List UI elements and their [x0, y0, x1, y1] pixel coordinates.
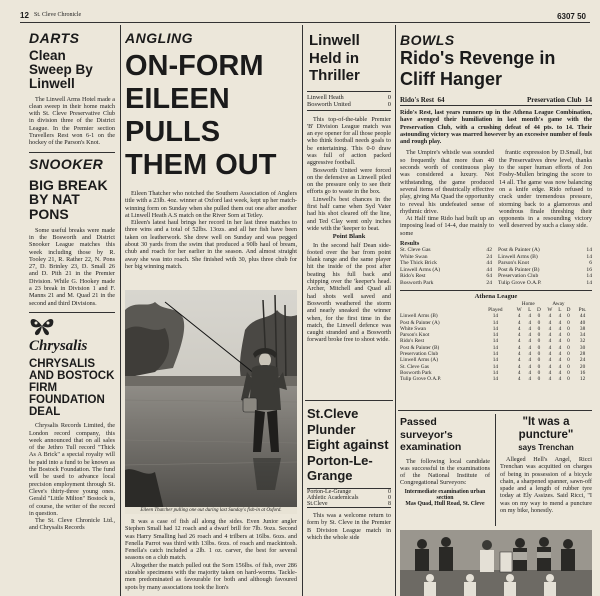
column-rule	[302, 25, 303, 596]
league-cell: 0	[567, 313, 570, 320]
league-team: St. Cleve Gas	[400, 363, 429, 370]
league-cell: 4	[528, 369, 532, 376]
stcleve-body	[307, 512, 391, 541]
league-team: Post & Painter (B)	[400, 344, 440, 351]
results-home-team: White Swan	[400, 253, 428, 260]
league-cell: 34	[579, 332, 586, 339]
football-photo	[400, 530, 592, 596]
top-rule	[20, 22, 590, 23]
puncture-body	[500, 456, 592, 514]
league-team: Post & Painter (A)	[400, 319, 440, 326]
league-cell: 4	[517, 332, 521, 339]
results-home-team: Rido's Rest	[400, 273, 426, 280]
linwell-paragraph: Linwell's best chances in the first half came when Syd Vater had his shot cleared off the line, and Ted Clay went only inches wide with the 'keeper to beat.	[307, 195, 391, 232]
league-cell: 14	[492, 363, 498, 370]
puncture-paragraph: Alleged Hell's Angel, Ricci Trenchan was acquitted on charges of being in possession of a bicycle chain, a sharpened spanner, sawn-off spade and a length of rubber tyre today at Ely Assizes. Said Ricci, "I was on my way to mend a puncture on my bike, honestly.	[500, 456, 592, 515]
league-cell: 0	[537, 344, 541, 351]
league-cell: 4	[517, 369, 521, 376]
league-cell: 4	[548, 350, 552, 357]
darts-kicker: DARTS	[29, 30, 80, 46]
chrysalis-paragraph: Chrysalis Records Limited, the London record company, this week announced that on all sales of the Jethro Tull record "Thick As A Brick" a special royalty will be paid into a fund to be known as the Bostock Foundation. The fund will be used to advance local precision employment through St. Cleve's thirty-three young ones. Gerald "Little Milton" Bostock is, of course, the writer of the record in question.	[29, 422, 115, 517]
league-cell: 0	[537, 363, 541, 370]
league-cell: 0	[567, 350, 570, 357]
snooker-kicker: SNOOKER	[29, 155, 104, 172]
results-away-team: Preservation Club	[498, 273, 539, 280]
league-cell: 4	[528, 332, 532, 339]
angling-paragraph: Eileen Thatcher who notched the Southern Association of Anglers title with a 23lb. 4oz. winner at Oxford last week, kept up her match-winning form on Sunday when she pulled them out one after another at Linwell Heath A.S match on the River Sorn at Tetley.	[125, 190, 297, 219]
league-cell: 0	[567, 369, 570, 376]
league-cell: 4	[558, 344, 562, 351]
score-right	[527, 96, 592, 104]
results-away-team: Post & Painter (A)	[498, 247, 540, 254]
league-cell: 14	[492, 376, 498, 383]
darts-body	[29, 96, 115, 147]
league-cell: 4	[558, 369, 562, 376]
stcleve-headline: St.Cleve Plunder Eight against Porton-Le-Grange	[307, 406, 389, 484]
bowls-score-line	[400, 96, 592, 106]
results-home-score: 42	[486, 247, 492, 254]
league-cell: 4	[528, 344, 532, 351]
results-home-score: 64	[486, 273, 492, 280]
results-away-score: 14	[586, 253, 592, 260]
linwell-subhead: Point Blank	[332, 233, 366, 241]
stcleve-column	[307, 406, 391, 596]
score-value: 0	[388, 488, 391, 495]
league-row	[400, 376, 592, 382]
bowls-headline: Rido's Revenge in Cliff Hanger	[400, 48, 556, 89]
bowls-body-left	[400, 149, 494, 237]
league-cell: 4	[517, 325, 521, 332]
chrysalis-logo	[29, 316, 115, 336]
surveyor-paragraph: The following local candidate was successful in the examinations of the National Institute of Congregational Surveyors:	[400, 457, 490, 487]
results-away-team: Tulip Grove O.A.P.	[498, 280, 542, 287]
angling-kicker: ANGLING	[125, 30, 194, 46]
bowls-head	[400, 30, 592, 48]
score-team: Linwell Heath	[307, 93, 344, 101]
league-cell: 4	[558, 376, 562, 383]
league-cell: 4	[528, 338, 532, 345]
league-title: Athena League	[400, 290, 592, 300]
league-column-header: D	[566, 306, 571, 313]
results-home-team: St. Cleve Gas	[400, 247, 431, 254]
league-team: Parson's Knot	[400, 332, 430, 339]
linwell-score-table	[307, 91, 391, 111]
league-cell: 4	[528, 363, 532, 370]
linwell-paragraph: This top-of-the-table Premier 'B' Division League match was an eye opener for all those people who think football needs goals to be entertaining. This 0-0 draw was full of action packed aggressive football.	[307, 115, 391, 167]
league-column-header: Played	[488, 306, 503, 313]
surveyor-candidate: Mas Quad, Hull Road, St. Cleve	[405, 500, 485, 507]
league-cell: 0	[537, 357, 541, 364]
results-away-team: Linwell Arms (B)	[498, 253, 538, 260]
league-cell: 4	[558, 313, 562, 320]
results-row	[400, 254, 592, 261]
section-divider	[29, 152, 115, 153]
league-team: Linwell Arms (A)	[400, 357, 438, 364]
league-cell: 4	[548, 376, 552, 383]
results-row	[400, 260, 592, 267]
results-row	[400, 247, 592, 254]
bowls-paragraph: frantic expression by D.Small, but the Preservatives drew level, thanks to the super human efforts of Jon Fosby-Mullen bringing the score to 14 all. The game was now balancing on a knife edge. Rido refused to crack under tremendous pressure, storming back to a glamorous and wondrous finale threshing their opponents in a resounding victory well deserved by such a classy side.	[499, 149, 592, 230]
league-cell: 4	[548, 332, 552, 339]
league-cell: 4	[528, 357, 532, 364]
league-cell: 0	[537, 369, 541, 376]
league-cell: 4	[517, 350, 521, 357]
results-away-score: 14	[586, 247, 592, 254]
league-cell: 14	[492, 357, 498, 364]
stcleve-score-table	[307, 488, 391, 508]
results-home-score: 44	[486, 260, 492, 267]
league-team: Tulip Grove O.A.P.	[400, 376, 442, 383]
league-cell: 0	[567, 344, 570, 351]
darts-paragraph: The Linwell Arms Hotel made a clean sweep in their home match with St. Cleve Preservative Club in division three of the District League. In the Premier section Travellers Rest won 6-1 on the hockey of the Parson's Knot.	[29, 95, 115, 147]
league-cell: 0	[537, 338, 541, 345]
league-cell: 4	[517, 376, 521, 383]
page-header	[0, 0, 600, 22]
angling-paragraph: It was a case of fish all along the sides. Even Junior angler Stephen Small had 12 roach and a dwarf brill for 7lb. 9ozs. Second was Harry Smalling had 26 roach and 4 trilbers at 16lbs. 6ozs. and Fenella Parrot was third with 13lbs. 6ozs. of roach and mackintosh. Fenella's catch included a 2lb. 1 oz. carver, the best for several seasons on a club match.	[125, 518, 297, 562]
league-cell: 24	[579, 357, 586, 364]
linwell-headline: Linwell Held in Thriller	[309, 32, 360, 84]
column-rule	[395, 25, 396, 596]
league-cell: 4	[548, 363, 552, 370]
bowls-body-right	[499, 149, 592, 229]
score-team: Bosworth United	[307, 100, 351, 108]
league-cell: 14	[492, 332, 498, 339]
league-cell: 4	[548, 338, 552, 345]
league-cell: 38	[579, 325, 586, 332]
league-cell: 4	[548, 357, 552, 364]
league-cell: 4	[548, 313, 552, 320]
column-rule	[495, 414, 496, 526]
league-cell: 4	[558, 357, 562, 364]
results-table	[400, 247, 592, 287]
league-cell: 0	[567, 325, 570, 332]
league-cell: 4	[558, 363, 562, 370]
league-cell: 4	[528, 319, 532, 326]
league-cell: 4	[517, 357, 521, 364]
league-cell: 0	[567, 363, 570, 370]
league-cell: 4	[548, 319, 552, 326]
football-team-illustration	[400, 530, 592, 596]
league-team: Linwell Arms (B)	[400, 313, 438, 320]
chrysalis-headline: CHRYSALIS AND BOSTOCK FIRM FOUNDATION DEAL	[29, 357, 115, 419]
chrysalis-paragraph: The St. Cleve Chronicle Ltd., and Chrysalis Records	[29, 517, 115, 532]
league-cell: 14	[492, 338, 498, 345]
results-away-score: 16	[586, 266, 592, 273]
score-value: 0	[387, 100, 391, 108]
score-value: 14	[585, 96, 592, 104]
results-row	[400, 273, 592, 280]
league-cell: 4	[517, 344, 521, 351]
bowls-columns	[400, 149, 592, 237]
score-team: Porton-Le-Grange	[307, 488, 351, 495]
score-row	[307, 501, 391, 508]
league-cell: 0	[567, 376, 570, 383]
bowls-lead: Rido's Rest, last years runners up in the Athena League Combination, have avenged their humiliation in last month's game with the Preservation Club, with a crushing defeat of 44 pts. to 14. Their astounding victory was marred however by an excessive number of fouls and rough play.	[400, 109, 592, 146]
results-row	[400, 267, 592, 274]
results-away-score: 14	[586, 273, 592, 280]
score-row	[307, 91, 391, 101]
results-away-score: 6	[589, 260, 592, 267]
league-cell: 4	[548, 325, 552, 332]
league-cell: 4	[558, 338, 562, 345]
bowls-paragraph: The Umpire's whistle was sounded so frequently that more than 40 seconds worth of continuous play was considered a luxury. Not withstanding, the game produced several items of theatrically effective play, giving Ma Quad the opportunity to reveal his undefeated sense of rhythmic drive.	[400, 149, 494, 215]
league-cell: 4	[528, 350, 532, 357]
section-divider	[398, 410, 592, 411]
score-team: St.Cleve	[307, 500, 328, 507]
results-home-team: Linwell Arms (A)	[400, 266, 441, 273]
league-cell: 0	[537, 332, 541, 339]
league-cell: 4	[548, 369, 552, 376]
league-cell: 30	[579, 344, 586, 351]
bowls-kicker: BOWLS	[400, 32, 455, 48]
linwell-body	[307, 116, 391, 344]
linwell-column	[307, 30, 391, 410]
league-table	[400, 301, 592, 383]
linwell-paragraph: Bosworth United were forced on the defensive as Linwell piled on the pressure only to see their efforts go to waste in the box.	[307, 166, 391, 196]
league-cell: 4	[558, 350, 562, 357]
league-cell: 14	[492, 325, 498, 332]
page-number: 12	[20, 11, 29, 20]
bowls-paragraph: At Half time Rido had built up an imposing lead of 14-4, due mainly to some	[400, 215, 494, 237]
angling-photo-caption: Eileen Thatcher pulling one out during last Sunday's fish-in at Oxford.	[125, 507, 297, 514]
results-home-score: 24	[486, 253, 492, 260]
league-cell: 0	[567, 332, 570, 339]
league-cell: 0	[567, 357, 570, 364]
league-cell: 0	[537, 376, 541, 383]
darts-headline: Clean Sweep By Linwell	[29, 48, 93, 92]
puncture-column	[500, 414, 592, 534]
bowls-right-col	[499, 149, 592, 237]
league-cell: 4	[528, 325, 532, 332]
results-title: Results	[400, 240, 420, 248]
surveyor-headline: Passed surveyor's examination	[400, 416, 462, 453]
league-cell: 16	[579, 369, 586, 376]
snooker-body	[29, 227, 115, 307]
league-cell: 4	[528, 376, 532, 383]
group-away-label: Away	[552, 300, 565, 307]
league-cell: 0	[567, 338, 570, 345]
results-home-score: 24	[486, 280, 492, 287]
league-cell: 44	[579, 313, 586, 320]
section-divider	[305, 400, 393, 401]
snooker-headline: BIG BREAK BY NAT PONS	[29, 176, 108, 222]
bowls-left-col	[400, 149, 494, 237]
left-column	[29, 30, 115, 596]
league-column-header: W	[516, 306, 522, 313]
linwell-paragraph: In the second half Dean side-footed over the bar from point blank range and the same player hit the inside of the post after beating his full back and chipping over the 'keeper's head. Archer, Mitchell and Quad all had shots well saved and Bosworth weathered the storm and nearly sneaked the winner when, for the first time in the match, the Linwell defence was caught stranded and a Bosworth forward broke free to shoot wide.	[307, 241, 391, 344]
results-away-score: 14	[586, 280, 592, 287]
league-cell: 0	[537, 313, 541, 320]
league-column-header: L	[528, 306, 532, 313]
angling-paragraph: Altogether the match pulled out the Sorn 156lbs. of fish, over 286 sizeable specimens with the majority taken on hard-worms. Tackle-men predominated as favourable for both and although favoured spots by many associations took the lion's	[125, 561, 297, 591]
league-cell: 4	[558, 319, 562, 326]
chrysalis-body	[29, 422, 115, 531]
league-cell: 4	[528, 313, 532, 320]
score-left	[400, 96, 445, 104]
league-cell: 4	[548, 344, 552, 351]
league-cell: 0	[537, 319, 541, 326]
league-cell: 0	[537, 325, 541, 332]
bowls-section	[400, 30, 592, 410]
league-team: Bosworth Park	[400, 369, 432, 376]
results-row	[400, 280, 592, 287]
group-home-label: Home	[521, 300, 535, 307]
league-cell: 20	[579, 363, 586, 370]
score-row	[307, 101, 391, 111]
league-cell: 12	[579, 376, 586, 383]
surveyor-body	[400, 458, 490, 487]
chrysalis-logo-text: Chrysalis	[29, 337, 88, 354]
puncture-byline: says Trenchan	[518, 443, 574, 452]
league-cell: 4	[517, 319, 521, 326]
column-rule	[120, 25, 121, 596]
league-cell: 0	[537, 350, 541, 357]
league-cell: 4	[558, 332, 562, 339]
league-cell: 40	[579, 319, 586, 326]
catalogue-number: 6307 50	[557, 12, 586, 21]
league-cell: 4	[558, 325, 562, 332]
puncture-headline: "It was a puncture"	[518, 416, 574, 441]
league-cell: 4	[517, 363, 521, 370]
league-cell: 32	[579, 338, 586, 345]
score-team: Preservation Club	[526, 96, 582, 104]
surveyor-column	[400, 414, 490, 534]
section-divider	[29, 312, 115, 313]
stcleve-paragraph: This was a welcome return to form by St. Cleve in the Premier B Division League match in which the whole side	[307, 511, 391, 541]
score-value: 64	[437, 96, 445, 104]
league-cell: 14	[492, 350, 498, 357]
league-cell: 28	[579, 350, 586, 357]
league-cell: 14	[492, 369, 498, 376]
results-away-team: Post & Painter (B)	[498, 266, 540, 273]
angling-continued	[125, 518, 297, 596]
score-team: Athletic Academicals	[307, 494, 359, 501]
publication-name: St. Cleve Chronicle	[34, 12, 82, 18]
league-cell: 14	[492, 319, 498, 326]
angling-paragraph: Eileen's latest haul brings her record in her last three matches to three wins and a total of 52lbs. 13ozs. and all her fish have been taken on leatherwork. She drew well on Sunday and was pegged about 30 yards from the swim that produced a 90lb haul of bream, chub and roach for her earlier in the season. And almost straight away she was into roach. She finished with 30, plus three chub for her big winning match.	[125, 219, 297, 270]
results-home-team: The Thick Brick	[400, 260, 437, 267]
score-value: 0	[387, 93, 391, 101]
surveyor-subhead: Intermediate examination urban section	[404, 488, 486, 501]
score-team: Rido's Rest	[400, 96, 435, 104]
angling-body	[125, 190, 297, 270]
league-team: Preservation Club	[400, 350, 439, 357]
league-column-header: W	[547, 306, 553, 313]
angling-body-continued	[125, 518, 297, 591]
league-column-header: Pts.	[578, 306, 587, 313]
league-cell: 4	[517, 313, 521, 320]
snooker-paragraph: Some useful breaks were made in the Bosworth and District Snooker League matches this week including those by R. Tooley 21, R. Rather 22, N. Pons 27, D. Brinley 23, D. Small 26 and D. Pith 21 in the Premier Division. While G. Hookey made a 23 break in Division 1 and F. Manns 21 and M. Quad 21 in the second and third Divisions.	[29, 226, 115, 307]
league-cell: 0	[567, 319, 570, 326]
league-column-header: D	[537, 306, 541, 313]
league-cell: 4	[517, 338, 521, 345]
fishing-photo-illustration	[125, 290, 297, 514]
results-away-team: Parson's Knot	[498, 260, 529, 267]
league-cell: 14	[492, 344, 498, 351]
score-value: 8	[388, 500, 391, 507]
league-cell: 14	[492, 313, 498, 320]
league-column-header: L	[558, 306, 562, 313]
league-team: White Swan	[400, 325, 427, 332]
score-value: 0	[388, 494, 391, 501]
angling-photo	[125, 290, 297, 514]
league-team: Rido's Rest	[400, 338, 425, 345]
butterfly-icon	[29, 316, 55, 336]
angling-headline: ON-FORM EILEEN PULLS THEM OUT	[125, 50, 277, 181]
results-home-score: 44	[486, 266, 492, 273]
results-home-team: Bosworth Park	[400, 280, 434, 287]
